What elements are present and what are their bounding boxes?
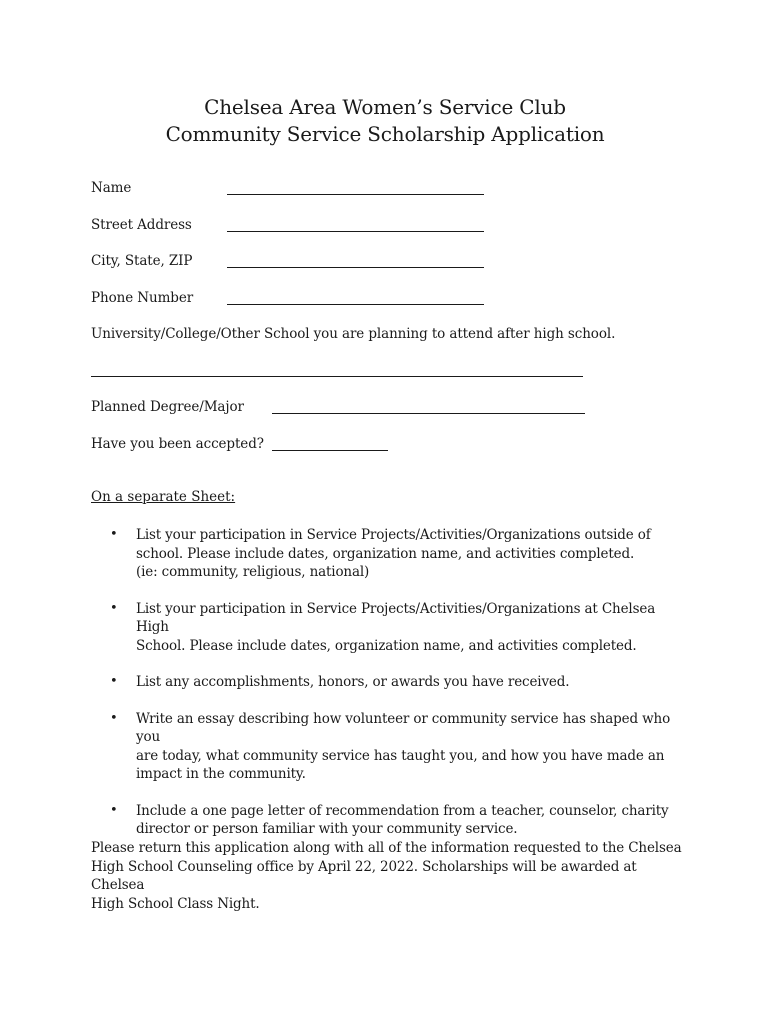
club-title: Chelsea Area Women’s Service Club [204,95,566,119]
application-title: Community Service Scholarship Application [165,122,605,146]
school-prompt: University/College/Other School you are planning to attend after high school. [91,326,616,342]
list-item: • List your participation in Service Projects/Activities/Organizations outside of school. Please include dates, organization name, and activities completed. (ie: community, religious, national) [110,527,651,580]
bullet-icon: • [110,527,118,542]
accepted-field-line[interactable] [272,450,388,451]
list-item: • List your participation in Service Projects/Activities/Organizations at Chelsea High School. Please include dates, organization name, and activities completed. [110,600,656,654]
list-item: • Include a one page letter of recommendation from a teacher, counselor, charity director or person familiar with your community service. [110,802,669,837]
name-label: Name [91,180,132,196]
city-state-zip-label: City, State, ZIP [91,253,193,269]
separate-sheet-heading: On a separate Sheet: [91,489,236,505]
list-item: • List any accomplishments, honors, or awards you have received. [110,674,570,690]
planned-degree-label: Planned Degree/Major [91,399,244,415]
phone-number-label: Phone Number [91,290,194,306]
phone-number-field-line[interactable] [227,304,484,305]
instruction-list [91,526,691,857]
return-instructions: Please return this application along with all of the information requested to the Chelsea High School Counseling office by April 22, 2022. Scholarships will be awarded at Chelsea High School Class Night. [91,840,682,912]
city-state-zip-field-line[interactable] [227,267,484,268]
planned-degree-field-line[interactable] [272,413,585,414]
street-address-label: Street Address [91,217,192,233]
street-address-field-line[interactable] [227,231,484,232]
accepted-label: Have you been accepted? [91,436,264,452]
school-field-line[interactable] [91,376,583,377]
list-item: • Write an essay describing how volunteer or community service has shaped who you are today, what community service has taught you, and how you have made an impact in the community. [110,710,671,782]
bullet-icon: • [110,710,118,726]
bullet-icon: • [110,802,118,818]
name-field-line[interactable] [227,194,484,195]
bullet-icon: • [110,600,118,616]
bullet-icon: • [110,674,118,689]
